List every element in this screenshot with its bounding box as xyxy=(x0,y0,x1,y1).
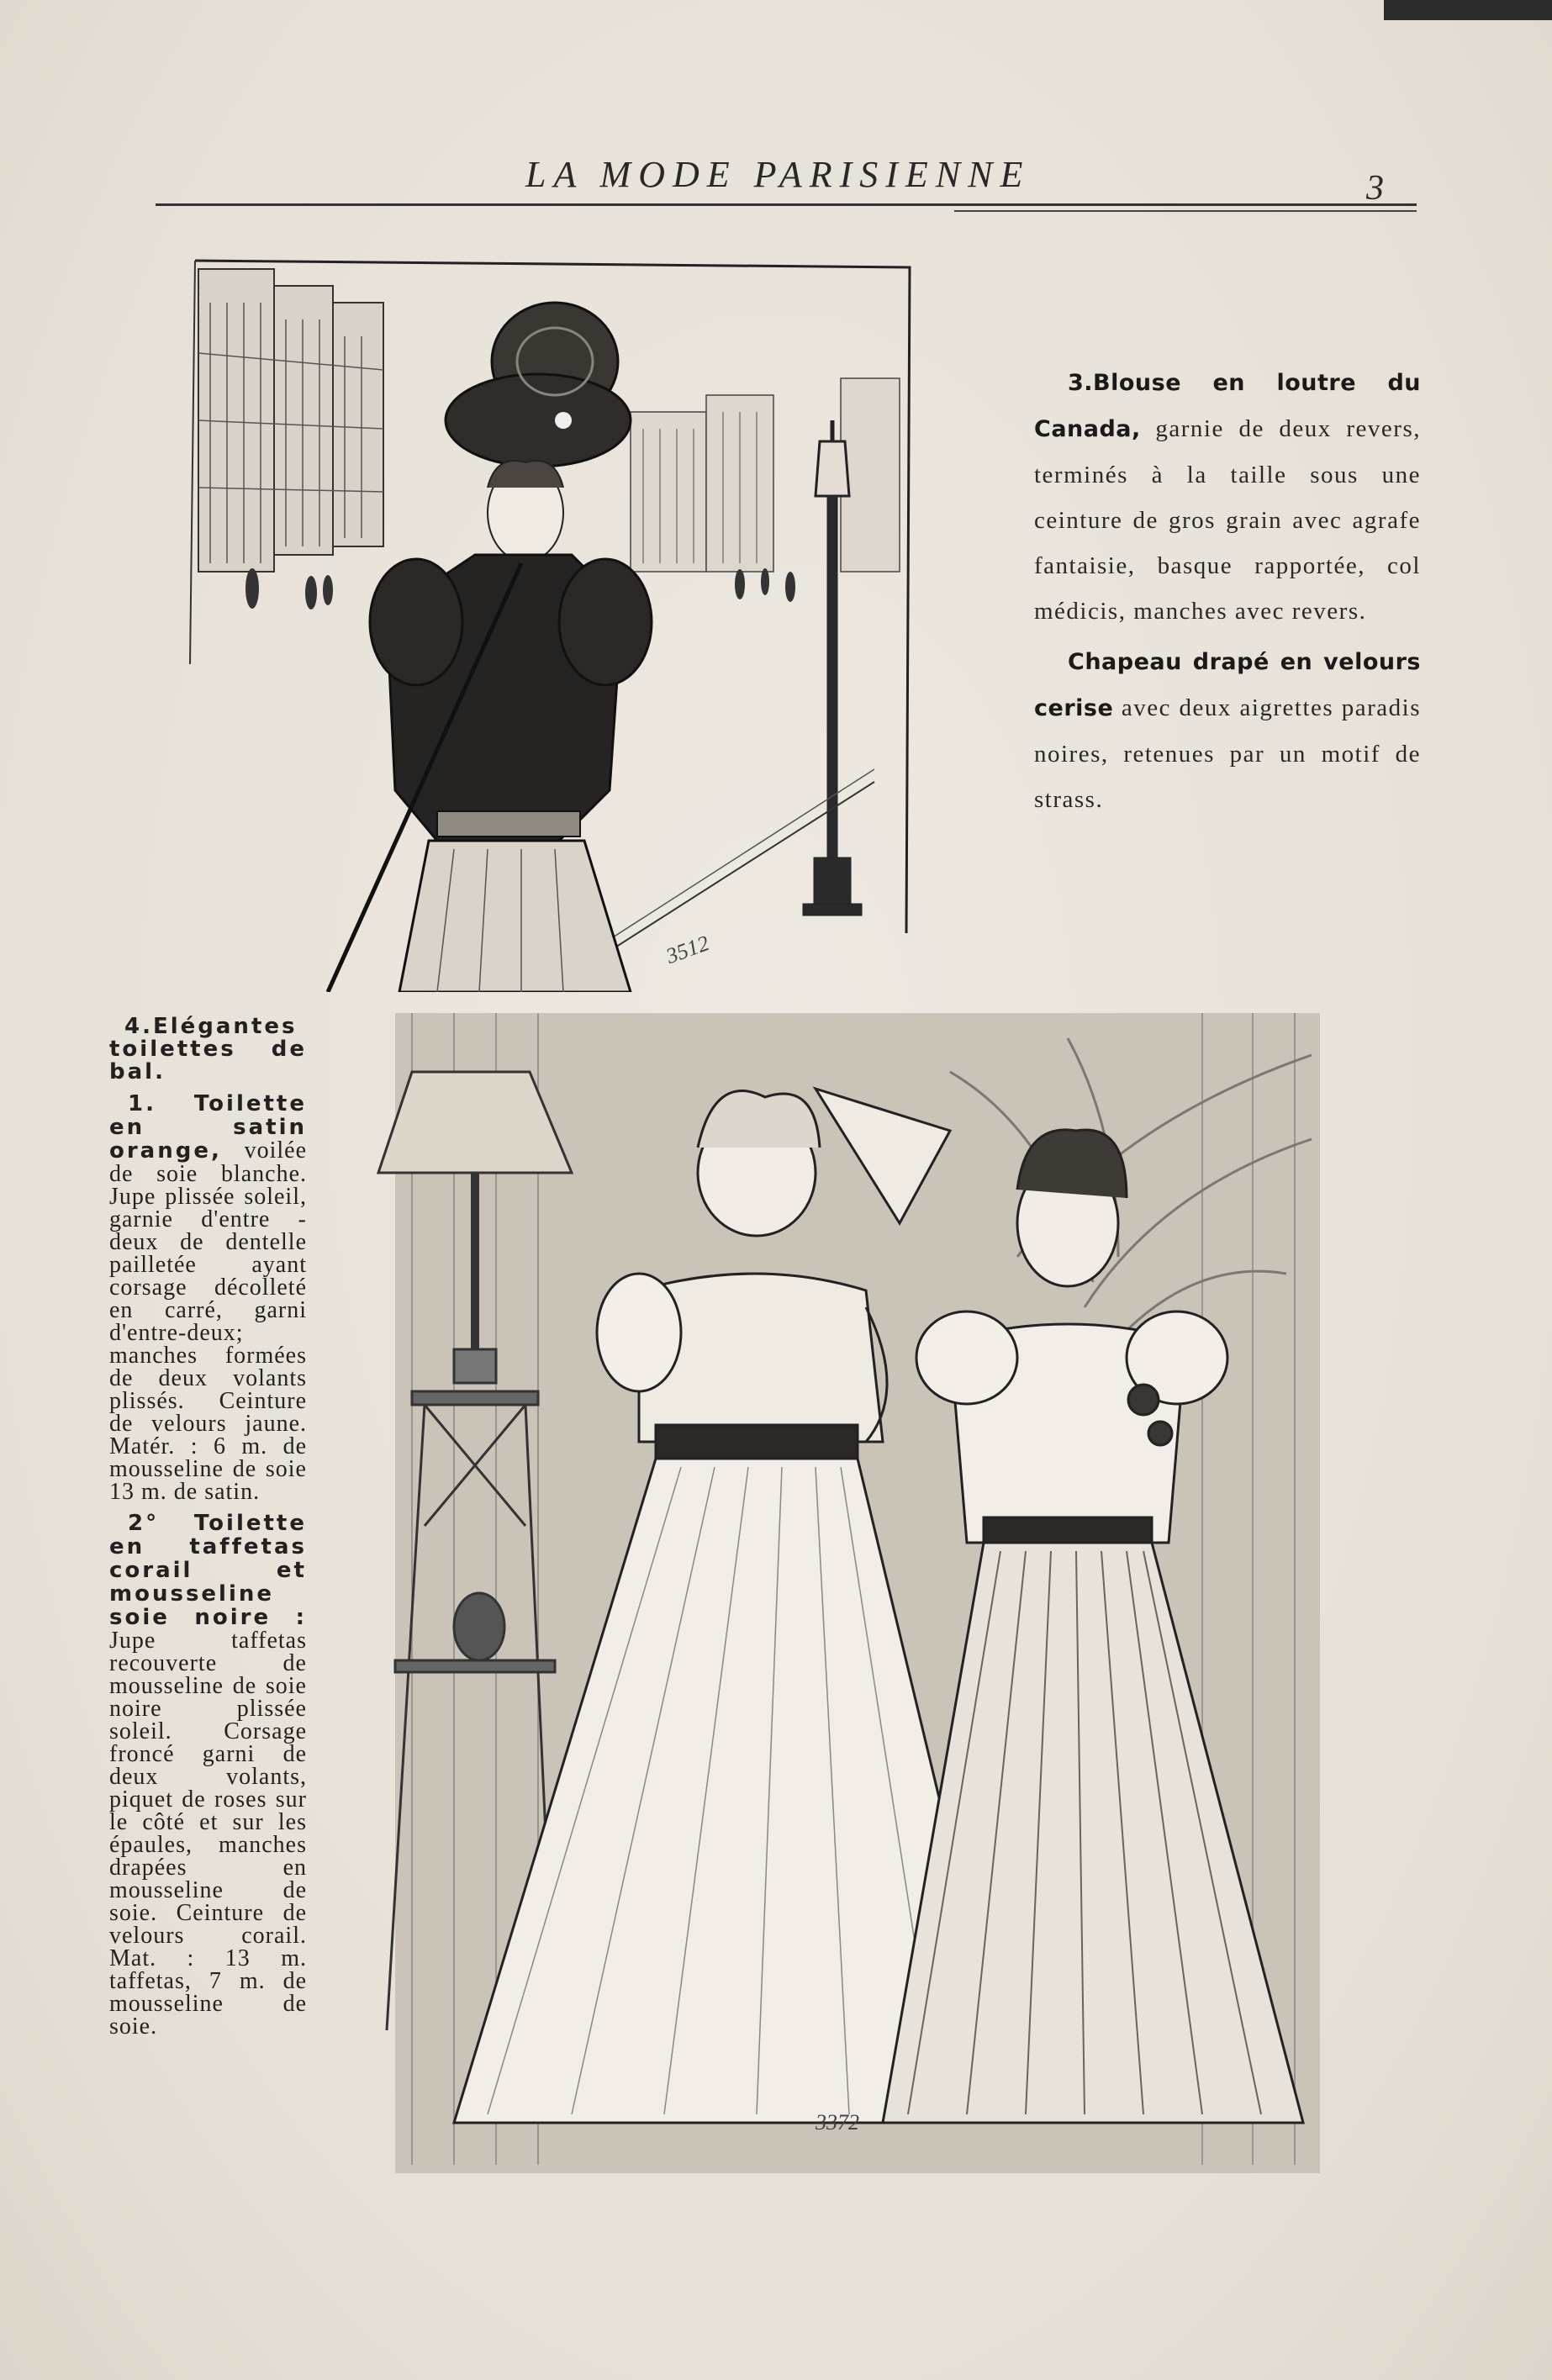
caption-text-1: garnie de deux revers, terminés à la taille sous une ceinture de gros grain avec agrafe fantaisie, basque rapportée, col médicis, manches avec revers. xyxy=(1034,415,1421,625)
item-1-text: voilée de soie blanche. Jupe plissée soleil, garnie d'entre - deux de dentelle pailletée ayant corsage décolleté en carré, garni d'entre-deux; manches formées de deux volants plissés. Ceinture de velours jaune. Matér. : 6 m. de mousseline de soie 13 m. de satin. xyxy=(109,1137,307,1505)
illustration-blouse-and-hat xyxy=(185,252,925,992)
item-2-bold: 2° Toilette en taffetas corail et mousseline soie noire : xyxy=(109,1511,307,1630)
running-title: LA MODE PARISIENNE xyxy=(525,154,1031,195)
figure-4-item-1 xyxy=(109,1092,307,1503)
caption-item-number: 3. xyxy=(1068,370,1094,396)
figure-4-heading: 4.Elégantes toilettes de bal. xyxy=(109,1014,307,1084)
item-2-text: Jupe taffetas recouverte de mousseline de soie noire plissée soleil. Corsage froncé garni de deux volants, piquet de roses sur le côté et sur les épaules, manches drapées en mousseline de soie. Ceinture de velours corail. Mat. : 13 m. taffetas, 7 m. de mousseline de soie. xyxy=(109,1628,307,2040)
caption-bold-1: Blouse en loutre du Canada, xyxy=(1034,370,1421,442)
caption-bold-2: Chapeau drapé en velours cerise xyxy=(1034,649,1421,721)
figure-4-item-2 xyxy=(109,1512,307,2038)
caption-paragraph-1 xyxy=(1034,360,1421,634)
header-rule xyxy=(156,203,1417,206)
page-header xyxy=(156,143,1417,235)
caption-paragraph-2 xyxy=(1034,639,1421,822)
caption-figure-4 xyxy=(109,1016,307,2046)
illustration-ball-gowns xyxy=(362,1005,1345,2198)
plate-number-top: 3512 xyxy=(663,931,713,969)
header-rule-thin xyxy=(954,210,1417,212)
scan-edge-strip xyxy=(1384,0,1552,20)
plate-number-bottom: 3372 xyxy=(816,2110,859,2135)
page-number: 3 xyxy=(1366,169,1384,208)
caption-figure-3 xyxy=(1034,360,1421,827)
item-1-bold: 1. Toilette en satin orange, xyxy=(109,1091,307,1164)
caption-text-2: avec deux aigrettes paradis noires, retenues par un motif de strass. xyxy=(1034,694,1421,813)
